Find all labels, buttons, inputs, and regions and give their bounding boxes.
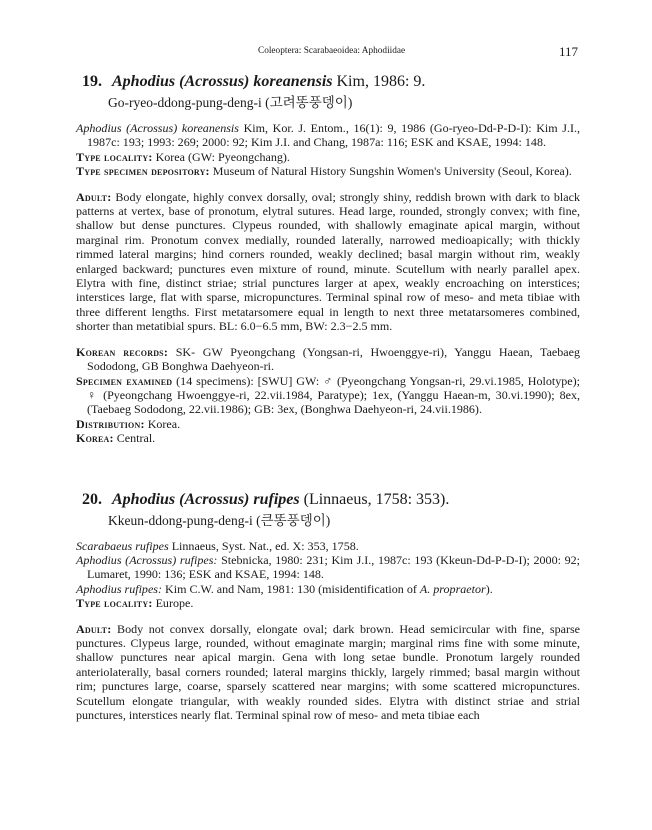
species-author: (Linnaeus, 1758: 353). (303, 490, 450, 508)
species-heading (82, 490, 580, 510)
specimen-examined-value: (14 specimens): [SWU] GW: ♂ (Pyeongchang Yongsan-ri, 29.vi.1985, Holotype); ♀ (Pyeongchang Hwoenggye-ri, 22.vii.1984, Paratype); 1ex, (Yanggu Haean-m, 30.vi.1990); 8ex, (Taebaeg Sododong, 22.vii.1986); GB: 3ex, (Bonghwa Daehyeon-ri, 24.vii.1986). (87, 373, 580, 417)
adult-text: Body elongate, highly convex dorsally, oval; strongly shiny, reddish brown with dark to black patterns at vertex, base of pronotum, elytral sutures. Head large, rounded, strongly convex; with fine, shallow but dense punctures. Clypeus rounded, with shallowly emaginate apical margin, without marginal rim. Pronotum convex medially, rounded laterally, narrowed medioapically; with thickly rimmed lateral margins; hind corners rounded, weakly declined; basal margin without rim, weakly enlarged backward; punctures even mixture of round, minute. Scutellum with nearly parallel apex. Elytra with fine, distinct striae; strial punctures larger at apex, weakly encroaching on interstices; interstices large, flat with sparse, micropunctures. Terminal spinal row of meso- and meta tibiae with three different lengths. First metatarsomere equal in length to next three metatarsomeres combined, shorter than metatibial spurs. BL: 6.0−6.5 mm, BW: 2.3−2.5 mm. (76, 189, 580, 334)
type-locality-value: Korea (GW: Pyeongchang). (155, 149, 290, 164)
adult-text: Body not convex dorsally, elongate oval; dark brown. Head semicircular with fine, sparse punctures. Clypeus large, rounded, without emaginate margin; marginal rims fine with some minute, shallow punctures near apical margin. Gena with long setae bundle. Pronotum largely rounded anteriolaterally, basal corners rounded; lateral margins thickly, largely rimmed; basal margin without rim; punctures large, coarse, sparsely scattered near margins; with some scattered micropunctures. Scutellum elongate triangular, with weakly rounded sides. Elytra with distinct striae and strial punctures, interstices nearly flat. Terminal spinal row of meso- and meta tibiae each (76, 621, 581, 722)
type-locality-label: Type locality: (76, 596, 153, 611)
adult-label: Adult: (76, 189, 112, 204)
taxon-name: Aphodius (Acrossus) koreanensis (76, 121, 239, 135)
species-author: Kim, 1986: 9. (336, 73, 426, 90)
running-title: Coleoptera: Scarabaeoidea: Aphodiidae (258, 46, 406, 56)
korean-records (76, 345, 580, 374)
type-depository (76, 164, 580, 178)
korean-records-value: SK- GW Pyeongchang (Yongsan-ri, Hwoenggye-ri), Yanggu Haean, Taebaeg Sododong, GB Bonghwa Daehyeon-ri. (87, 344, 581, 374)
type-depository-label: Type specimen depository: (76, 164, 210, 179)
korea-value: Central. (116, 431, 156, 446)
page-header (0, 44, 652, 60)
species-entry (76, 72, 580, 446)
specimen-examined (76, 374, 580, 417)
distribution (76, 417, 580, 431)
reference-text: Kim C.W. and Nam, 1981: 130 (misidentification of (165, 581, 417, 596)
type-locality-value: Europe. (155, 596, 194, 611)
misidentified-taxon: A. propraetor (419, 581, 486, 596)
distribution-label: Distribution: (76, 416, 145, 431)
common-name: Go-ryeo-ddong-pung-deng-i (고려똥풍뎅이) (108, 95, 353, 110)
common-name: Kkeun-ddong-pung-deng-i (큰똥풍뎅이) (108, 512, 331, 528)
korea-label: Korea: (76, 431, 114, 446)
synonymy-reference (76, 539, 580, 553)
taxon-name: Scarabaeus rufipes (76, 538, 169, 553)
reference-text: Kim, Kor. J. Entom., 16(1): 9, 1986 (Go-ryeo-Dd-P-D-I): Kim J.I., 1987c: 193; 1993: 269; 2000: 92; Kim J.I. and Chang, 1987a: 116; ESK and KSAE, 1994: 148. (87, 121, 581, 150)
adult-description (76, 622, 580, 723)
taxon-name: Aphodius (Acrossus) rufipes: (76, 552, 218, 567)
type-locality (76, 150, 580, 164)
taxon-name: Aphodius rufipes: (76, 581, 162, 596)
distribution-value: Korea. (147, 416, 181, 431)
type-depository-value: Museum of Natural History Sungshin Women's University (Seoul, Korea). (212, 164, 572, 179)
species-entry (76, 490, 580, 723)
adult-label: Adult: (76, 621, 112, 636)
adult-description (76, 190, 580, 334)
page-content (76, 72, 580, 722)
species-name: Aphodius (Acrossus) rufipes (112, 490, 300, 508)
reference-text: Stebnicka, 1980: 231; Kim J.I., 1987c: 193 (Kkeun-Dd-P-D-I); 2000: 92; Lumaret, 1990: 136; ESK and KSAE, 1994: 148. (87, 552, 581, 582)
species-name: Aphodius (Acrossus) koreanensis (112, 73, 333, 90)
species-number: 20. (82, 490, 102, 508)
synonymy-reference (76, 582, 580, 596)
synonymy-reference (76, 121, 580, 150)
synonymy-reference (76, 553, 580, 582)
type-locality (76, 596, 580, 610)
reference-text: Linnaeus, Syst. Nat., ed. X: 353, 1758. (171, 538, 359, 553)
korea-region (76, 431, 580, 445)
species-heading (82, 72, 580, 92)
page-number: 117 (558, 44, 578, 59)
species-number: 19. (82, 73, 102, 90)
type-locality-label: Type locality: (76, 149, 153, 164)
korean-records-label: Korean records: (76, 344, 169, 359)
specimen-examined-label: Specimen examined (76, 373, 173, 388)
reference-tail: ). (485, 581, 493, 596)
